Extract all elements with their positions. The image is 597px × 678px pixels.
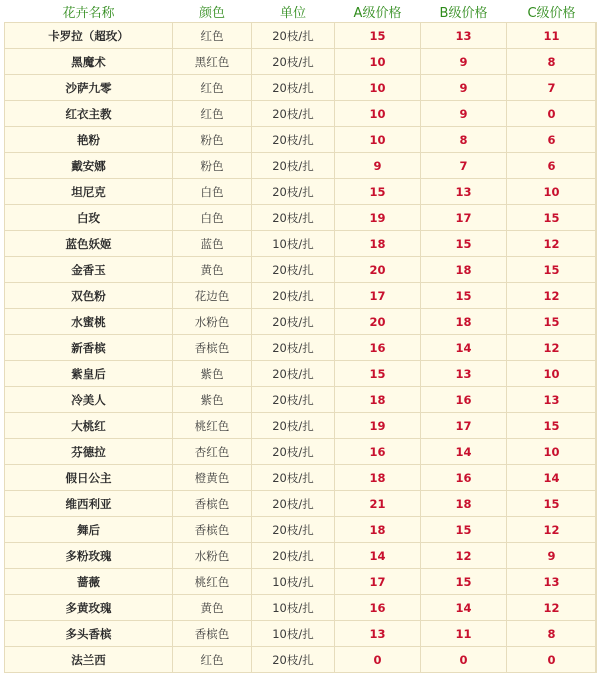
- b-price-cell: 9: [421, 75, 507, 101]
- b-price-cell: 11: [421, 621, 507, 647]
- flower-name-cell: 多头香槟: [5, 621, 173, 647]
- flower-name-cell: 紫皇后: [5, 361, 173, 387]
- b-price-cell: 9: [421, 49, 507, 75]
- unit-cell: 20枝/扎: [252, 127, 335, 153]
- flower-name-cell: 法兰西: [5, 647, 173, 673]
- table-row: [5, 205, 597, 231]
- color-cell: 香槟色: [173, 621, 252, 647]
- a-price-cell: 17: [335, 283, 421, 309]
- b-price-cell: 18: [421, 257, 507, 283]
- b-price-cell: 18: [421, 309, 507, 335]
- table-row: [5, 49, 597, 75]
- table-row: [5, 517, 597, 543]
- unit-cell: 10枝/扎: [252, 621, 335, 647]
- a-price-cell: 14: [335, 543, 421, 569]
- c-price-cell: 15: [507, 309, 597, 335]
- c-price-cell: 15: [507, 205, 597, 231]
- c-price-cell: 0: [507, 101, 597, 127]
- color-cell: 花边色: [173, 283, 252, 309]
- b-price-cell: 16: [421, 387, 507, 413]
- a-price-cell: 9: [335, 153, 421, 179]
- header-unit: 单位: [252, 0, 335, 23]
- a-price-cell: 10: [335, 101, 421, 127]
- a-price-cell: 0: [335, 647, 421, 673]
- color-cell: 香槟色: [173, 517, 252, 543]
- header-b-price: B级价格: [421, 0, 507, 23]
- unit-cell: 20枝/扎: [252, 335, 335, 361]
- color-cell: 红色: [173, 23, 252, 49]
- flower-name-cell: 金香玉: [5, 257, 173, 283]
- c-price-cell: 0: [507, 647, 597, 673]
- c-price-cell: 12: [507, 283, 597, 309]
- c-price-cell: 11: [507, 23, 597, 49]
- c-price-cell: 13: [507, 569, 597, 595]
- c-price-cell: 12: [507, 231, 597, 257]
- table-row: [5, 335, 597, 361]
- table-body: [5, 23, 597, 673]
- table-row: [5, 75, 597, 101]
- color-cell: 粉色: [173, 127, 252, 153]
- color-cell: 黄色: [173, 257, 252, 283]
- b-price-cell: 9: [421, 101, 507, 127]
- color-cell: 香槟色: [173, 335, 252, 361]
- a-price-cell: 20: [335, 309, 421, 335]
- c-price-cell: 6: [507, 153, 597, 179]
- b-price-cell: 14: [421, 439, 507, 465]
- table-row: [5, 283, 597, 309]
- flower-name-cell: 冷美人: [5, 387, 173, 413]
- c-price-cell: 7: [507, 75, 597, 101]
- unit-cell: 20枝/扎: [252, 413, 335, 439]
- flower-name-cell: 坦尼克: [5, 179, 173, 205]
- flower-name-cell: 红衣主教: [5, 101, 173, 127]
- unit-cell: 20枝/扎: [252, 153, 335, 179]
- table-row: [5, 413, 597, 439]
- a-price-cell: 17: [335, 569, 421, 595]
- color-cell: 红色: [173, 647, 252, 673]
- table-row: [5, 127, 597, 153]
- color-cell: 白色: [173, 205, 252, 231]
- table-row: [5, 491, 597, 517]
- b-price-cell: 13: [421, 361, 507, 387]
- a-price-cell: 10: [335, 75, 421, 101]
- flower-name-cell: 双色粉: [5, 283, 173, 309]
- a-price-cell: 16: [335, 335, 421, 361]
- a-price-cell: 21: [335, 491, 421, 517]
- b-price-cell: 0: [421, 647, 507, 673]
- color-cell: 桃红色: [173, 569, 252, 595]
- c-price-cell: 10: [507, 439, 597, 465]
- table-row: [5, 439, 597, 465]
- color-cell: 杏红色: [173, 439, 252, 465]
- color-cell: 橙黄色: [173, 465, 252, 491]
- color-cell: 红色: [173, 101, 252, 127]
- unit-cell: 20枝/扎: [252, 491, 335, 517]
- c-price-cell: 12: [507, 517, 597, 543]
- b-price-cell: 13: [421, 179, 507, 205]
- header-flower-name: 花卉名称: [5, 0, 173, 23]
- a-price-cell: 18: [335, 231, 421, 257]
- color-cell: 白色: [173, 179, 252, 205]
- b-price-cell: 16: [421, 465, 507, 491]
- b-price-cell: 15: [421, 231, 507, 257]
- table-row: [5, 647, 597, 673]
- color-cell: 黄色: [173, 595, 252, 621]
- a-price-cell: 15: [335, 23, 421, 49]
- c-price-cell: 12: [507, 335, 597, 361]
- flower-name-cell: 艳粉: [5, 127, 173, 153]
- color-cell: 水粉色: [173, 543, 252, 569]
- b-price-cell: 15: [421, 283, 507, 309]
- table-row: [5, 231, 597, 257]
- table-row: [5, 465, 597, 491]
- c-price-cell: 15: [507, 257, 597, 283]
- c-price-cell: 6: [507, 127, 597, 153]
- b-price-cell: 13: [421, 23, 507, 49]
- color-cell: 香槟色: [173, 491, 252, 517]
- header-color: 颜色: [173, 0, 252, 23]
- flower-name-cell: 卡罗拉（超玫）: [5, 23, 173, 49]
- a-price-cell: 13: [335, 621, 421, 647]
- unit-cell: 10枝/扎: [252, 569, 335, 595]
- flower-name-cell: 新香槟: [5, 335, 173, 361]
- flower-name-cell: 沙萨九零: [5, 75, 173, 101]
- unit-cell: 20枝/扎: [252, 439, 335, 465]
- a-price-cell: 19: [335, 205, 421, 231]
- c-price-cell: 9: [507, 543, 597, 569]
- a-price-cell: 20: [335, 257, 421, 283]
- a-price-cell: 16: [335, 595, 421, 621]
- header-a-price: A级价格: [335, 0, 421, 23]
- table-row: [5, 179, 597, 205]
- unit-cell: 20枝/扎: [252, 465, 335, 491]
- unit-cell: 20枝/扎: [252, 309, 335, 335]
- unit-cell: 20枝/扎: [252, 387, 335, 413]
- a-price-cell: 18: [335, 517, 421, 543]
- flower-name-cell: 黑魔术: [5, 49, 173, 75]
- flower-name-cell: 假日公主: [5, 465, 173, 491]
- c-price-cell: 12: [507, 595, 597, 621]
- color-cell: 红色: [173, 75, 252, 101]
- color-cell: 黑红色: [173, 49, 252, 75]
- unit-cell: 20枝/扎: [252, 75, 335, 101]
- b-price-cell: 12: [421, 543, 507, 569]
- unit-cell: 20枝/扎: [252, 101, 335, 127]
- color-cell: 蓝色: [173, 231, 252, 257]
- unit-cell: 20枝/扎: [252, 179, 335, 205]
- color-cell: 粉色: [173, 153, 252, 179]
- table-row: [5, 387, 597, 413]
- color-cell: 紫色: [173, 387, 252, 413]
- a-price-cell: 16: [335, 439, 421, 465]
- b-price-cell: 15: [421, 569, 507, 595]
- c-price-cell: 8: [507, 49, 597, 75]
- a-price-cell: 18: [335, 387, 421, 413]
- unit-cell: 20枝/扎: [252, 257, 335, 283]
- table-row: [5, 621, 597, 647]
- c-price-cell: 13: [507, 387, 597, 413]
- flower-name-cell: 蔷薇: [5, 569, 173, 595]
- table-row: [5, 569, 597, 595]
- table-header-row: [5, 0, 597, 23]
- color-cell: 水粉色: [173, 309, 252, 335]
- table-row: [5, 153, 597, 179]
- b-price-cell: 7: [421, 153, 507, 179]
- flower-name-cell: 舞后: [5, 517, 173, 543]
- unit-cell: 10枝/扎: [252, 595, 335, 621]
- unit-cell: 20枝/扎: [252, 361, 335, 387]
- unit-cell: 20枝/扎: [252, 283, 335, 309]
- unit-cell: 20枝/扎: [252, 517, 335, 543]
- unit-cell: 20枝/扎: [252, 205, 335, 231]
- a-price-cell: 18: [335, 465, 421, 491]
- b-price-cell: 14: [421, 595, 507, 621]
- flower-name-cell: 白玫: [5, 205, 173, 231]
- unit-cell: 10枝/扎: [252, 231, 335, 257]
- flower-name-cell: 水蜜桃: [5, 309, 173, 335]
- flower-name-cell: 芬德拉: [5, 439, 173, 465]
- b-price-cell: 14: [421, 335, 507, 361]
- flower-name-cell: 多粉玫瑰: [5, 543, 173, 569]
- flower-price-table: [4, 0, 597, 673]
- flower-name-cell: 维西利亚: [5, 491, 173, 517]
- c-price-cell: 8: [507, 621, 597, 647]
- a-price-cell: 15: [335, 179, 421, 205]
- a-price-cell: 10: [335, 127, 421, 153]
- c-price-cell: 14: [507, 465, 597, 491]
- unit-cell: 20枝/扎: [252, 647, 335, 673]
- c-price-cell: 10: [507, 179, 597, 205]
- color-cell: 桃红色: [173, 413, 252, 439]
- table-row: [5, 595, 597, 621]
- table-row: [5, 101, 597, 127]
- flower-name-cell: 多黄玫瑰: [5, 595, 173, 621]
- b-price-cell: 18: [421, 491, 507, 517]
- table-row: [5, 361, 597, 387]
- table-row: [5, 23, 597, 49]
- unit-cell: 20枝/扎: [252, 23, 335, 49]
- table-row: [5, 543, 597, 569]
- header-c-price: C级价格: [507, 0, 597, 23]
- table-row: [5, 257, 597, 283]
- color-cell: 紫色: [173, 361, 252, 387]
- unit-cell: 20枝/扎: [252, 543, 335, 569]
- flower-name-cell: 大桃红: [5, 413, 173, 439]
- b-price-cell: 15: [421, 517, 507, 543]
- table-row: [5, 309, 597, 335]
- flower-name-cell: 蓝色妖姬: [5, 231, 173, 257]
- b-price-cell: 8: [421, 127, 507, 153]
- c-price-cell: 15: [507, 413, 597, 439]
- b-price-cell: 17: [421, 413, 507, 439]
- flower-name-cell: 戴安娜: [5, 153, 173, 179]
- a-price-cell: 15: [335, 361, 421, 387]
- unit-cell: 20枝/扎: [252, 49, 335, 75]
- a-price-cell: 19: [335, 413, 421, 439]
- b-price-cell: 17: [421, 205, 507, 231]
- a-price-cell: 10: [335, 49, 421, 75]
- c-price-cell: 15: [507, 491, 597, 517]
- c-price-cell: 10: [507, 361, 597, 387]
